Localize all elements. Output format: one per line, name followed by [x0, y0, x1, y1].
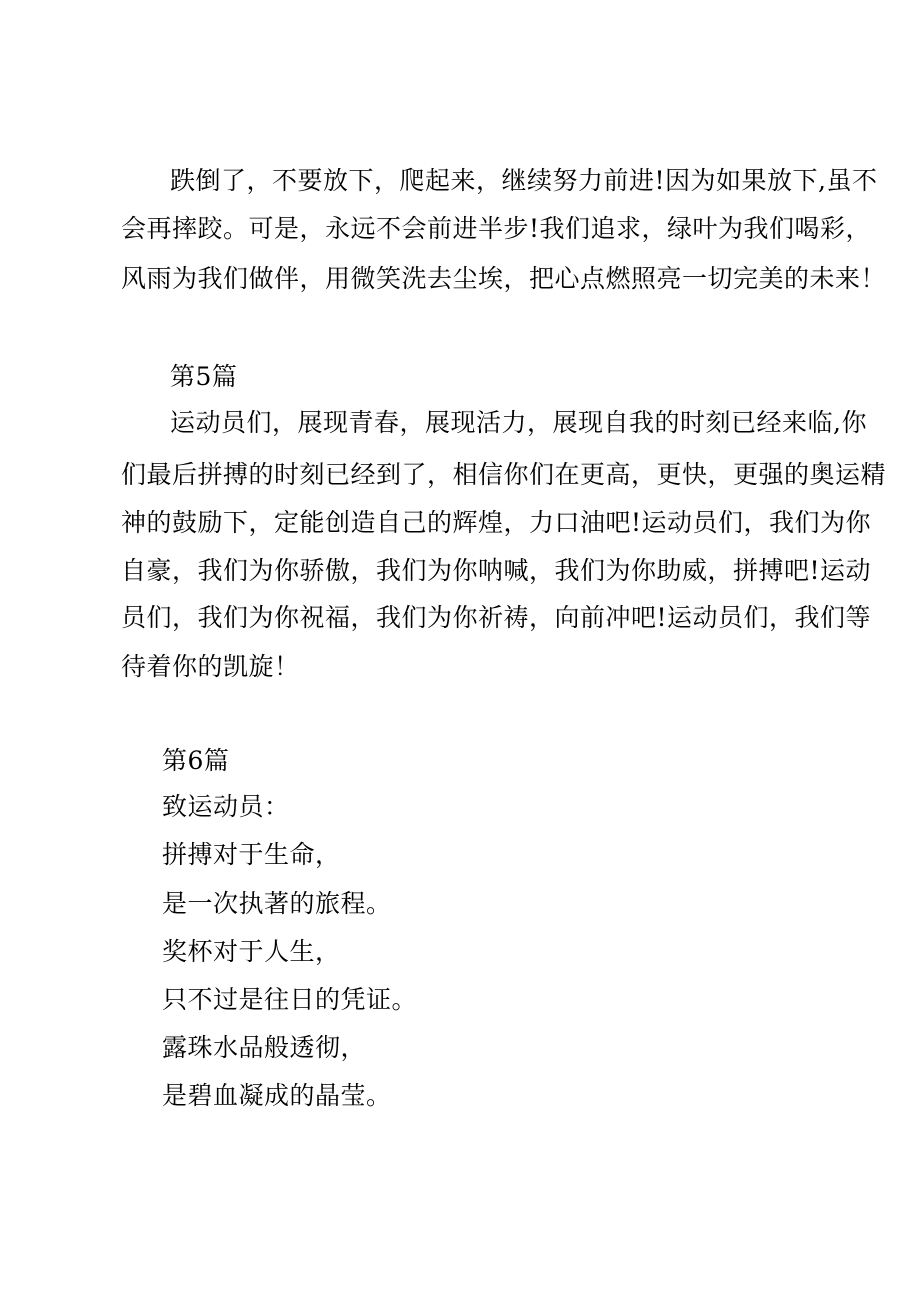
paragraph-line: 自豪，我们为你骄傲，我们为你呐喊，我们为你助威，拼搏吧!运动	[121, 556, 872, 585]
section-heading: 第6篇	[162, 746, 230, 775]
paragraph-line: 员们，我们为你祝福，我们为你祈祷，向前冲吧!运动员们，我们等	[121, 603, 872, 632]
paragraph-line: 待着你的凯旋！	[121, 652, 300, 681]
paragraph-line: 会再摔跤。可是，永远不会前进半步!我们追求，绿叶为我们喝彩，	[121, 214, 872, 243]
paragraph-line: 们最后拼搏的时刻已经到了，相信你们在更高，更快，更强的奥运精	[121, 460, 887, 489]
poem-line: 拼搏对于生命，	[162, 840, 341, 869]
poem-line: 是一次执著的旅程。	[162, 889, 392, 918]
section-heading: 第5篇	[170, 362, 238, 391]
poem-line: 露珠水品般透彻，	[162, 1033, 367, 1062]
paragraph-line: 跌倒了，不要放下，爬起来，继续努力前进!因为如果放下,虽不	[170, 166, 878, 195]
paragraph-line: 神的鼓励下，定能创造自己的辉煌，力口油吧!运动员们，我们为你	[121, 508, 872, 537]
poem-line: 是碧血凝成的晶莹。	[162, 1081, 392, 1110]
poem-line: 致运动员：	[162, 792, 290, 821]
paragraph-line: 运动员们，展现青春，展现活力，展现自我的时刻已经来临,你	[170, 408, 867, 437]
paragraph-line: 风雨为我们做伴，用微笑洗去尘埃，把心点燃照亮一切完美的未来！	[121, 264, 887, 293]
poem-line: 奖杯对于人生，	[162, 937, 341, 966]
poem-line: 只不过是往日的凭证。	[162, 985, 418, 1014]
